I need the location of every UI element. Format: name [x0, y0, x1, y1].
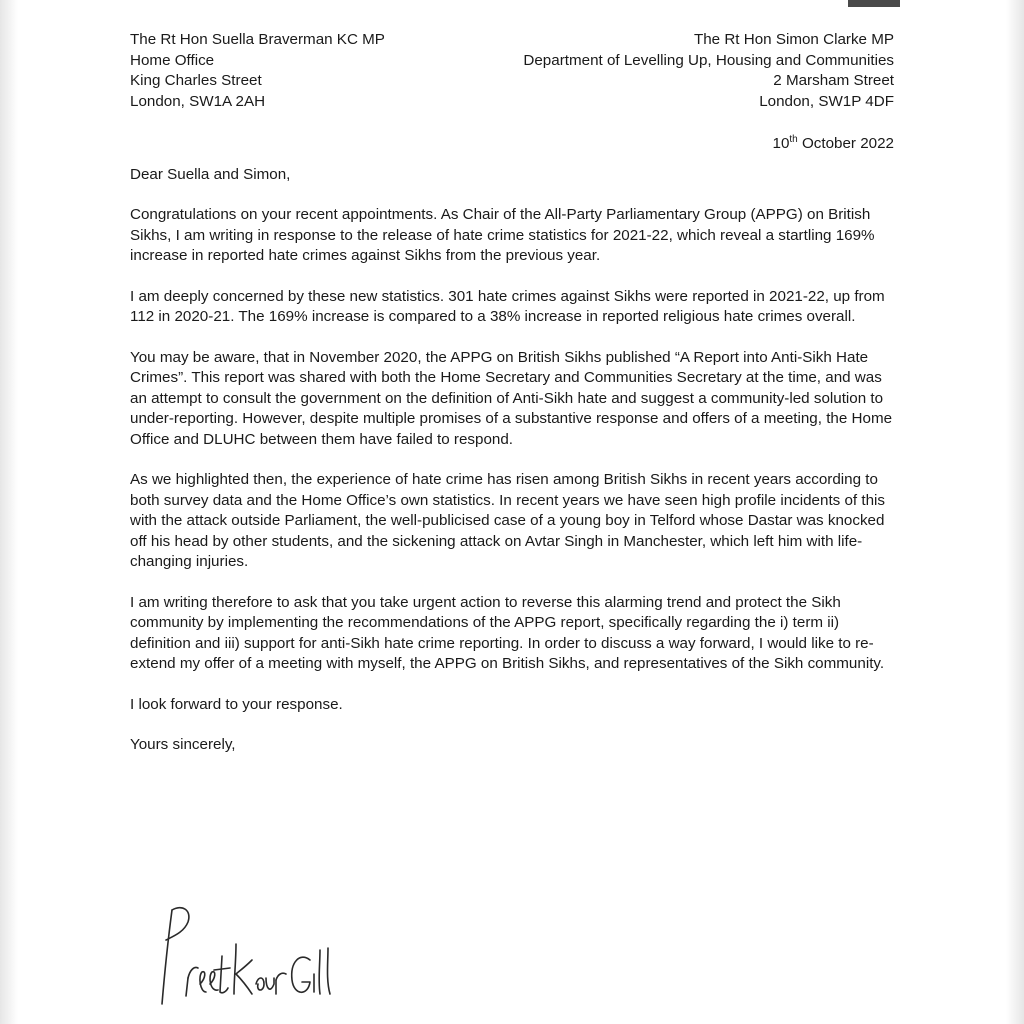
handwritten-signature [148, 900, 338, 1012]
recipient-line: Department of Levelling Up, Housing and Communities [523, 51, 894, 69]
sender-line: London, SW1A 2AH [130, 92, 266, 110]
letter-body [130, 30, 894, 756]
paragraph: As we highlighted then, the experience of hate crime has risen among British Sikhs in recent years according to both survey data and the Home Office’s own statistics. In recent years we have seen high profile incidents of this with the attack outside Parliament, the well-publicised case of a young boy in Telford whose Dastar was knocked off his head by other students, and the sickening attack on Avtar Singh in Manchester, which left him with life-changing injuries. [130, 471, 885, 570]
paragraph: I am deeply concerned by these new statistics. 301 hate crimes against Sikhs were reported in 2021-22, up from 112 in 2020-21. The 169% increase is compared to a 38% increase in reported religious hate crimes overall. [130, 287, 885, 325]
recipient-address [523, 30, 894, 112]
paragraph: You may be aware, that in November 2020, the APPG on British Sikhs published “A Report into Anti-Sikh Hate Crimes”. This report was shared with both the Home Secretary and Communities Secretary at the time, and was an attempt to consult the government on the definition of Anti-Sikh hate and suggest a community-led solution to under-reporting. However, despite multiple promises of a substantive response and offers of a meeting, the Home Office and DLUHC between them have failed to respond. [130, 348, 893, 448]
sender-line: Home Office [130, 51, 215, 69]
closing: Yours sincerely, [130, 736, 236, 753]
paragraph: I look forward to your response. [130, 695, 343, 713]
salutation: Dear Suella and Simon, [130, 165, 291, 183]
date-day: 10 [772, 135, 790, 152]
sender-address [130, 30, 385, 112]
date-suffix: th [789, 133, 798, 145]
page-edge-left [0, 0, 18, 1024]
recipient-line: London, SW1P 4DF [759, 92, 894, 110]
page-edge-right [1006, 0, 1024, 1024]
address-row [130, 30, 894, 112]
date-rest: October 2022 [797, 135, 894, 152]
letter-date [130, 134, 894, 155]
sender-line: The Rt Hon Suella Braverman KC MP [130, 31, 385, 48]
recipient-line: The Rt Hon Simon Clarke MP [693, 31, 894, 48]
recipient-line: 2 Marsham Street [773, 72, 894, 89]
sender-line: King Charles Street [130, 72, 262, 89]
paragraph: I am writing therefore to ask that you take urgent action to reverse this alarming trend and protect the Sikh community by implementing the recommendations of the APPG report, specifically regarding the i) term ii) definition and iii) support for anti-Sikh hate crime reporting. In order to discuss a way forward, I would like to re-extend my offer of a meeting with myself, the APPG on British Sikhs, and representatives of the Sikh community. [130, 593, 885, 672]
paragraph: Congratulations on your recent appointments. As Chair of the All-Party Parliamentary Group (APPG) on British Sikhs, I am writing in response to the release of hate crime statistics for 2021-22, which reveal a startling 169% increase in reported hate crimes against Sikhs from the previous year. [130, 206, 875, 264]
header-image-fragment [848, 0, 900, 7]
